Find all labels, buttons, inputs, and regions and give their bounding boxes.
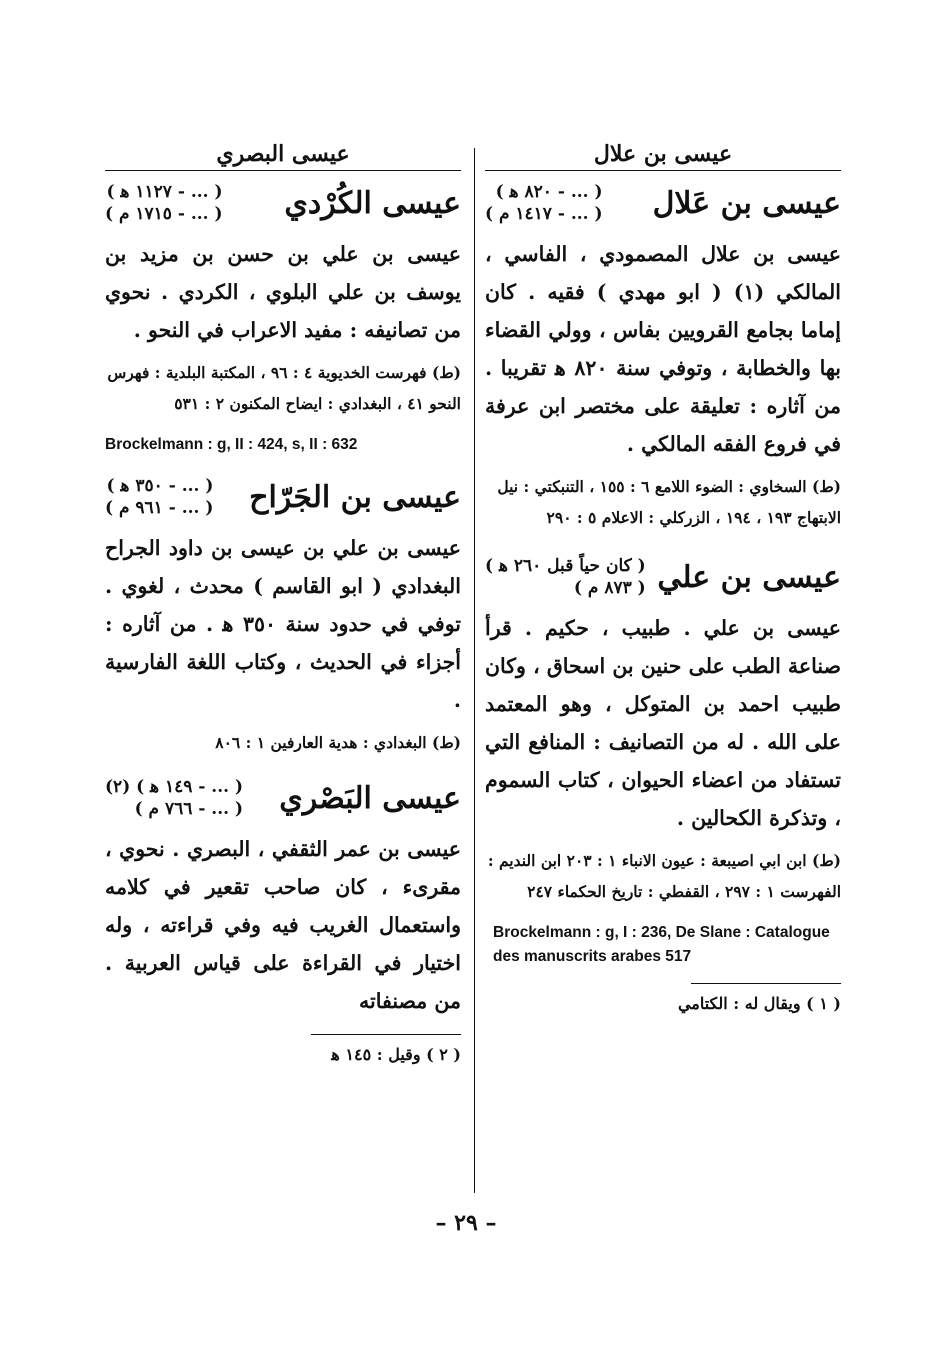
left-column (105, 138, 461, 1064)
hijri-date: ( ... - ١٤٩ ﻫ ) (٢) (105, 777, 244, 797)
running-head: عيسى البصري (216, 141, 350, 167)
entry-references: (ط) السخاوي : الضوء اللامع ٦ : ١٥٥ ، التنبكتي : نيل الابتهاج ١٩٣ ، ١٩٤ ، الزركلي : الاعلام ٥ : ٢٩٠ (497, 477, 841, 527)
gregorian-date: ( ... - ١٧١٥ م ) (105, 204, 223, 224)
gregorian-date: ( ... - ١٤١٧ م ) (485, 204, 603, 224)
hijri-date: ( ... - ٣٥٠ ﻫ ) (106, 476, 214, 496)
entry-dates (485, 555, 646, 599)
entry-references: (ط) البغدادي : هدية العارفين ١ : ٨٠٦ (215, 733, 461, 752)
entry-heading (485, 555, 841, 599)
entry-body: عيسى بن علي بن عيسى بن داود الجراح البغدادي ( ابو القاسم ) محدث ، لغوي . توفي في حدود سنة ٣٥٠ ﻫ . من آثاره : أجزاء في الحديث ، وكتاب اللغة الفارسية . (105, 536, 461, 712)
latin-reference: Brockelmann : g, II : 424, s, II : 632 (105, 436, 358, 453)
entry-body: عيسى بن علال المصمودي ، الفاسي ، المالكي (١) ( ابو مهدي ) فقيه . كان إماما بجامع القرويين بفاس ، وولي القضاء بها والخطابة ، وتوفي سنة ٨٢٠ ﻫ تقريبا . من آثاره : تعليقة على مختصر ابن عرفة في فروع الفقه المالكي . (485, 242, 841, 456)
entry (485, 555, 841, 969)
entry-name: عيسى بن الجَرّاح (249, 479, 461, 515)
entry-name: عيسى الكُرْدي (284, 185, 461, 221)
column-divider (474, 148, 475, 1193)
entry-heading (105, 776, 461, 820)
entry-heading (105, 475, 461, 519)
hijri-date: ( ... - ١١٢٧ ﻫ ) (106, 182, 223, 202)
entry (485, 181, 841, 533)
footnote-rule (691, 983, 841, 984)
entry-heading (485, 181, 841, 225)
entry-name: عيسى بن عَلال (652, 185, 841, 221)
footnote: ( ١ ) ويقال له : الكتامي (677, 994, 841, 1013)
running-head: عيسى بن علال (593, 141, 733, 167)
entry-dates (105, 776, 243, 820)
entry (105, 475, 461, 758)
entry (105, 181, 461, 457)
page-number: – ٢٩ – (435, 1210, 497, 1236)
gregorian-date: ( ... - ٧٦٦ م ) (134, 799, 244, 819)
entry-dates (105, 181, 223, 225)
entry-heading (105, 181, 461, 225)
header-rule (105, 170, 461, 171)
entry-dates (485, 181, 603, 225)
entry-dates (105, 475, 213, 519)
entry-name: عيسى بن علي (657, 559, 841, 595)
entry-name: عيسى البَصْري (279, 780, 461, 816)
entry-body: عيسى بن علي بن حسن بن مزيد بن يوسف بن علي البلوي ، الكردي . نحوي من تصانيفه : مفيد الاعراب في النحو . (105, 242, 461, 342)
entry-references: (ط) فهرست الخديوية ٤ : ٩٦ ، المكتبة البلدية : فهرس النحو ٤١ ، البغدادي : ايضاح المكنون ٢ : ٥٣١ (107, 363, 461, 413)
hijri-date: ( ... - ٨٢٠ ﻫ ) (495, 182, 603, 202)
entry-body: عيسى بن علي . طبيب ، حكيم . قرأ صناعة الطب على حنين بن اسحاق ، وكان طبيب احمد بن المتوكل ، وهو المعتمد على الله . له من التصانيف : المنافع التي تستفاد من اعضاء الحيوان ، كتاب السموم ، وتذكرة الكحالين . (485, 616, 841, 830)
latin-reference: Brockelmann : g, I : 236, De Slane : Catalogue des manuscrits arabes 517 (493, 924, 830, 965)
entry-references: (ط) ابن ابي اصيبعة : عيون الانباء ١ : ٢٠٣ ابن النديم : الفهرست ١ : ٢٩٧ ، القفطي : تاريخ الحكماء ٢٤٧ (487, 851, 841, 901)
right-column (485, 138, 841, 1013)
entry (105, 776, 461, 1020)
gregorian-date: ( ... - ٩٦١ م ) (105, 498, 214, 518)
header-rule (485, 170, 841, 171)
gregorian-date: ( ٨٧٣ م ) (573, 578, 646, 598)
footnote-rule (311, 1034, 461, 1035)
footnote: ( ٢ ) وقيل : ١٤٥ ﻫ (331, 1045, 461, 1064)
hijri-date: ( كان حياً قبل ٢٦٠ ﻫ ) (485, 556, 646, 576)
entry-body: عيسى بن عمر الثقفي ، البصري . نحوي ، مقرىء ، كان صاحب تقعير في كلامه واستعمال الغريب فيه وفي قراءته ، وله اختيار في القراءة على قياس العربية . من مصنفاته (105, 837, 461, 1013)
